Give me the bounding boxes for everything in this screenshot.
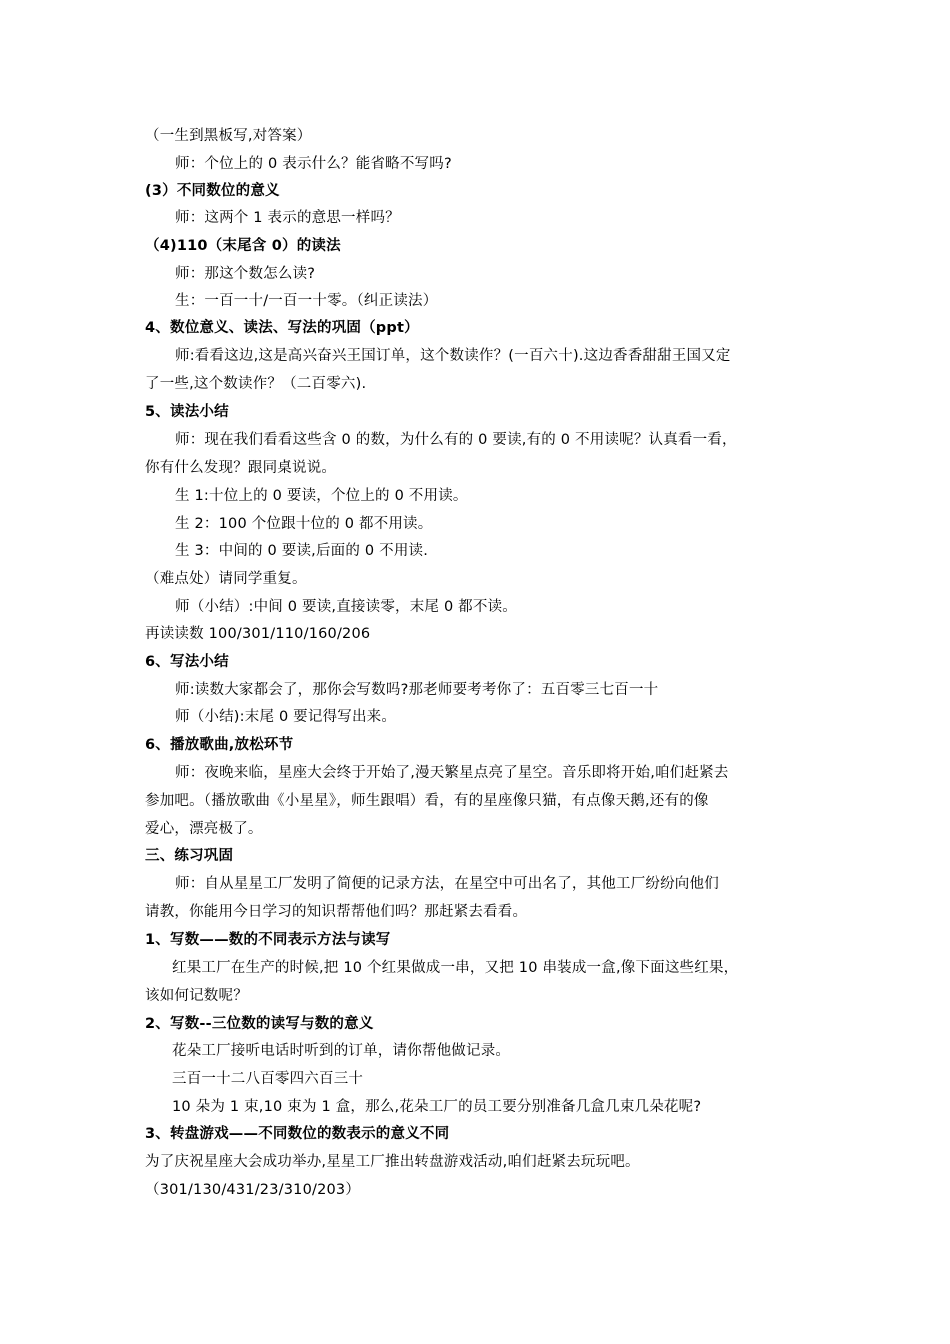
- paragraph-line: 生 1:十位上的 0 要读，个位上的 0 不用读。: [175, 488, 468, 504]
- section-heading: (3）不同数位的意义: [145, 183, 280, 199]
- paragraph-line: （301/130/431/23/310/203）: [145, 1182, 361, 1198]
- paragraph-line: 10 朵为 1 束,10 束为 1 盒，那么,花朵工厂的员工要分别准备几盒几束几朵花呢?: [172, 1099, 702, 1115]
- paragraph-line: 师:看看这边,这是高兴奋兴王国订单，这个数读作？(一百六十).这边香香甜甜王国又定: [175, 348, 731, 364]
- paragraph-line: 该如何记数呢？: [145, 988, 248, 1004]
- section-heading: 3、转盘游戏——不同数位的数表示的意义不同: [145, 1126, 450, 1142]
- paragraph-line: 请教，你能用今日学习的知识帮帮他们吗？那赶紧去看看。: [145, 904, 528, 920]
- paragraph-line: 师（小结):末尾 0 要记得写出来。: [175, 709, 397, 725]
- paragraph-line: 生 2：100 个位跟十位的 0 都不用读。: [175, 516, 433, 532]
- paragraph-line: 三百一十二八百零四六百三十: [172, 1071, 364, 1087]
- paragraph-line: 师：这两个 1 表示的意思一样吗？: [175, 210, 400, 226]
- paragraph-line: 师:读数大家都会了，那你会写数吗?那老师要考考你了：五百零三七百一十: [175, 682, 659, 698]
- paragraph-line: 花朵工厂接听电话时听到的订单，请你帮他做记录。: [172, 1043, 511, 1059]
- paragraph-line: 师：个位上的 0 表示什么？能省略不写吗?: [175, 156, 452, 172]
- paragraph-line: 师：现在我们看看这些含 0 的数，为什么有的 0 要读,有的 0 不用读呢？认真看一看，: [175, 432, 737, 448]
- paragraph-line: 师：那这个数怎么读?: [175, 266, 316, 282]
- paragraph-line: （难点处）请同学重复。: [145, 571, 307, 587]
- section-heading: 4、数位意义、读法、写法的巩固（ppt）: [145, 320, 419, 336]
- paragraph-line: 爱心，漂亮极了。: [145, 821, 263, 837]
- section-heading: 1、写数——数的不同表示方法与读写: [145, 932, 391, 948]
- section-heading: 三、练习巩固: [145, 848, 234, 864]
- paragraph-line: 生：一百一十/一百一十零。（纠正读法）: [175, 293, 438, 309]
- paragraph-line: 生 3：中间的 0 要读,后面的 0 不用读.: [175, 543, 429, 559]
- paragraph-line: （一生到黑板写,对答案）: [145, 128, 312, 144]
- paragraph-line: 你有什么发现？跟同桌说说。: [145, 460, 337, 476]
- paragraph-line: 师：夜晚来临，星座大会终于开始了,漫天繁星点亮了星空。音乐即将开始,咱们赶紧去: [175, 765, 729, 781]
- section-heading: 5、读法小结: [145, 404, 229, 420]
- paragraph-line: 师（小结）:中间 0 要读,直接读零，末尾 0 都不读。: [175, 599, 517, 615]
- section-heading: 2、写数--三位数的读写与数的意义: [145, 1016, 374, 1032]
- section-heading: 6、写法小结: [145, 654, 229, 670]
- paragraph-line: 红果工厂在生产的时候,把 10 个红果做成一串，又把 10 串装成一盒,像下面这些红果，: [172, 960, 739, 976]
- section-heading: （4)110（末尾含 0）的读法: [145, 238, 341, 254]
- paragraph-line: 为了庆祝星座大会成功举办,星星工厂推出转盘游戏活动,咱们赶紧去玩玩吧。: [145, 1154, 640, 1170]
- paragraph-line: 再读读数 100/301/110/160/206: [145, 626, 371, 642]
- section-heading: 6、播放歌曲,放松环节: [145, 737, 294, 753]
- paragraph-line: 了一些,这个数读作？（二百零六).: [145, 376, 367, 392]
- paragraph-line: 师：自从星星工厂发明了简便的记录方法，在星空中可出名了，其他工厂纷纷向他们: [175, 876, 719, 892]
- paragraph-line: 参加吧。（播放歌曲《小星星》，师生跟唱）看，有的星座像只猫，有点像天鹅,还有的像: [145, 793, 709, 809]
